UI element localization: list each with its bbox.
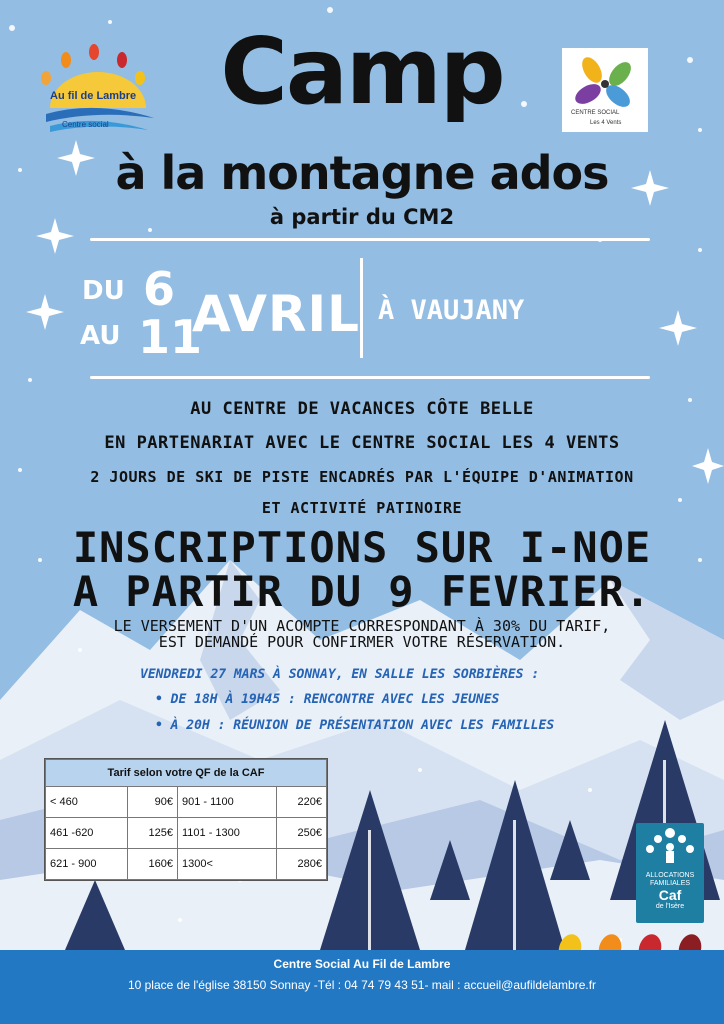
date-from-label: DU xyxy=(82,276,125,306)
caf-logo xyxy=(636,823,704,923)
registration-line-1: INSCRIPTIONS SUR I-NOE xyxy=(72,523,652,572)
table-cell: < 460 xyxy=(46,787,128,818)
table-cell: 220€ xyxy=(277,787,327,818)
table-cell: 90€ xyxy=(128,787,178,818)
table-cell: 250€ xyxy=(277,818,327,849)
divider-top xyxy=(90,238,650,241)
left-logo-subtitle: Centre social xyxy=(62,120,109,129)
date-divider xyxy=(360,258,363,358)
info-line-partnership: EN PARTENARIAT AVEC LE CENTRE SOCIAL LES 4 VENTS xyxy=(104,433,620,453)
date-to-label: AU xyxy=(80,321,121,351)
table-cell: 901 - 1100 xyxy=(178,787,277,818)
deposit-line-1: LE VERSEMENT D'UN ACOMPTE CORRESPONDANT À 30% DU TARIF, xyxy=(113,617,611,635)
caf-line-2: FAMILIALES xyxy=(649,880,691,887)
table-row xyxy=(46,787,327,818)
poster-subtitle: à la montagne ados xyxy=(115,146,609,200)
tarif-table xyxy=(44,758,328,881)
caf-line-1: ALLOCATIONS xyxy=(645,872,695,879)
camp-location: À VAUJANY xyxy=(378,295,525,326)
caf-name: Caf xyxy=(658,887,682,903)
age-requirement: à partir du CM2 xyxy=(269,205,455,229)
footer-address: 10 place de l'église 38150 Sonnay -Tél : 04 74 79 43 51- mail : accueil@aufildelambre.fr xyxy=(127,978,597,992)
table-cell: 621 - 900 xyxy=(46,849,128,880)
right-logo-subtitle: Les 4 Vents xyxy=(590,120,622,126)
registration-line-2: A PARTIR DU 9 FEVRIER. xyxy=(72,567,652,616)
left-logo-name: Au fil de Lambre xyxy=(50,90,137,102)
info-line-ski: 2 JOURS DE SKI DE PISTE ENCADRÉS PAR L'ÉQUIPE D'ANIMATION xyxy=(90,468,634,486)
tarif-table-title: Tarif selon votre QF de la CAF xyxy=(46,760,327,787)
info-line-skating: ET ACTIVITÉ PATINOIRE xyxy=(261,499,463,517)
date-month: AVRIL xyxy=(192,285,360,343)
date-start-day: 6 xyxy=(143,262,176,316)
table-cell: 461 -620 xyxy=(46,818,128,849)
divider-bottom xyxy=(90,376,650,379)
table-cell: 1101 - 1300 xyxy=(178,818,277,849)
table-row xyxy=(46,818,327,849)
date-end-day: 11 xyxy=(138,310,203,364)
caf-region: de l'Isère xyxy=(655,903,685,910)
right-logo-name: CENTRE SOCIAL xyxy=(571,110,620,116)
poster-title: Camp xyxy=(220,18,504,125)
caf-people-icon xyxy=(636,823,704,867)
meeting-heading: VENDREDI 27 MARS À SONNAY, EN SALLE LES SORBIÈRES : xyxy=(140,667,540,682)
info-line-venue: AU CENTRE DE VACANCES CÔTE BELLE xyxy=(190,399,534,419)
footer-organization: Centre Social Au Fil de Lambre xyxy=(273,957,451,971)
table-cell: 125€ xyxy=(128,818,178,849)
table-cell: 1300< xyxy=(178,849,277,880)
meeting-item-families: • À 20H : RÉUNION DE PRÉSENTATION AVEC LES FAMILLES xyxy=(155,718,555,733)
table-row xyxy=(46,849,327,880)
footer-bar xyxy=(0,950,724,1024)
table-cell: 160€ xyxy=(128,849,178,880)
deposit-line-2: EST DEMANDÉ POUR CONFIRMER VOTRE RÉSERVATION. xyxy=(158,633,566,651)
meeting-item-youth: • DE 18H À 19H45 : RENCONTRE AVEC LES JEUNES xyxy=(155,692,500,707)
table-cell: 280€ xyxy=(277,849,327,880)
